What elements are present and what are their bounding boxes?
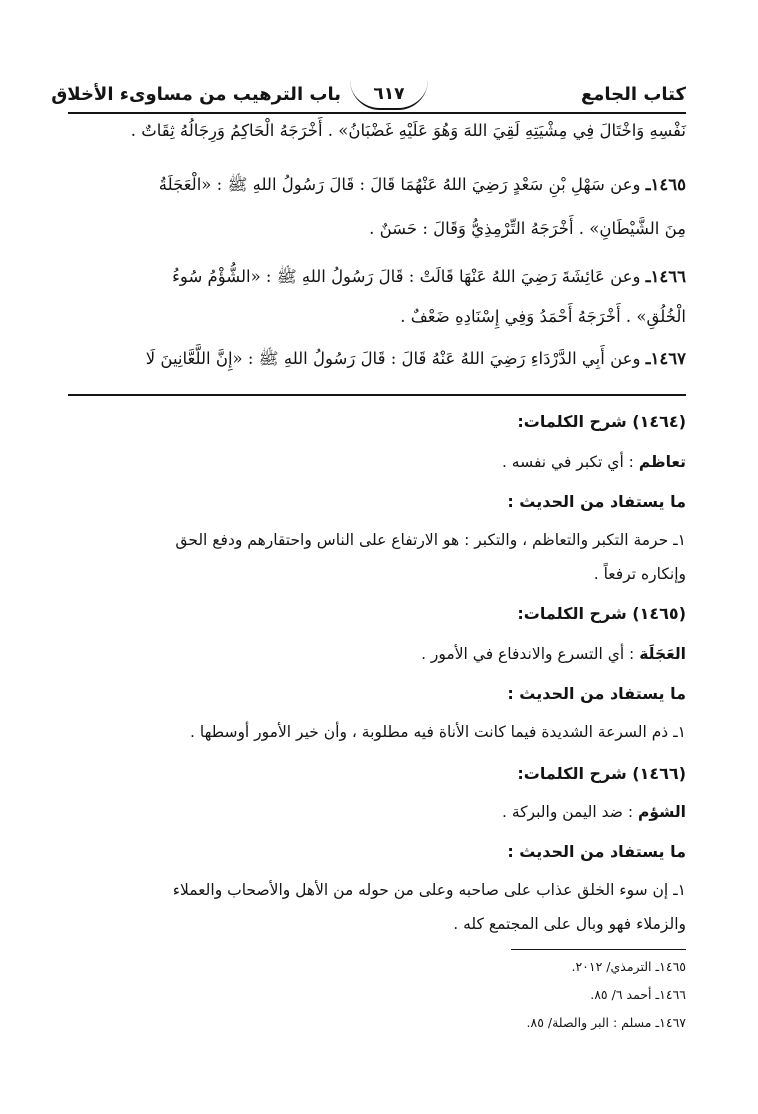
- hadith-1465-line-1: [159, 172, 686, 198]
- chapter-title: باب الترهيب من مساوىء الأخلاق: [51, 84, 341, 105]
- definition: : أي التسرع والاندفاع في الأمور .: [421, 645, 635, 663]
- sharh-1465-definition: [421, 642, 686, 666]
- hadith-1466-line-1: [172, 264, 686, 290]
- sharh-1464-benefit-line-2: وإنكاره ترفعاً .: [593, 565, 686, 583]
- definition: : ضد اليمن والبركة .: [502, 803, 634, 821]
- hadith-1465-line-2: مِنَ الشَّيْطَانِ» . أَخْرَجَهُ التِّرْمِذِيُّ وَقَالَ : حَسَنٌ .: [369, 219, 686, 238]
- sharh-1466-title: (١٤٦٦) شرح الكلمات:: [517, 764, 686, 783]
- header-rule: [68, 112, 686, 114]
- hadith-number: ١٤٦٧ـ: [645, 349, 686, 368]
- hadith-number: ١٤٦٦ـ: [645, 267, 686, 286]
- term: تعاظم: [638, 453, 686, 471]
- running-header: [51, 82, 686, 112]
- term: العَجَلَة: [639, 645, 686, 663]
- matn-line: نَفْسِهِ وَاخْتَالَ فِي مِشْيَتِهِ لَقِيَ اللهَ وَهُوَ عَلَيْهِ غَضْبَانُ» . أَخْرَجَهُ الْحَاكِمُ وَرِجَالُهُ ثِقَاتٌ .: [130, 121, 686, 140]
- sharh-1466-benefit-line-1: ١ـ إن سوء الخلق عذاب على صاحبه وعلى من حوله من الأهل والأصحاب والعملاء: [172, 881, 686, 899]
- hadith-text: وعن سَهْلِ بْنِ سَعْدٍ رَضِيَ اللهُ عَنْهُمَا قَالَ : قَالَ رَسُولُ اللهِ ﷺ : «الْعَجَلَةُ: [158, 175, 646, 194]
- sharh-1464-benefit-line-1: ١ـ حرمة التكبر والتعاظم ، والتكبر : هو الارتفاع على الناس واحتقارهم ودفع الحق: [175, 531, 686, 549]
- footnote: ١٤٦٦ـ أحمد ٦/ ٨٥.: [590, 987, 686, 1002]
- footnote: ١٤٦٥ـ الترمذي/ ٢٠١٢.: [571, 959, 686, 974]
- definition: : أي تكبر في نفسه .: [501, 453, 634, 471]
- hadith-1467-line-1: [146, 346, 686, 372]
- benefit-heading: ما يستفاد من الحديث :: [507, 842, 686, 861]
- sharh-1466-definition: [502, 800, 686, 824]
- benefit-heading: ما يستفاد من الحديث :: [507, 684, 686, 703]
- sharh-1466-benefit-line-2: والزملاء فهو وبال على المجتمع كله .: [453, 915, 686, 933]
- section-divider: [68, 394, 686, 396]
- benefit-heading: ما يستفاد من الحديث :: [507, 492, 686, 511]
- hadith-text: وعن أَبِي الدَّرْدَاءِ رَضِيَ اللهُ عَنْهُ قَالَ : قَالَ رَسُولُ اللهِ ﷺ : «إِنَّ اللَّعَّانِينَ لَا: [145, 349, 646, 368]
- sharh-1465-title: (١٤٦٥) شرح الكلمات:: [517, 604, 686, 623]
- term: الشؤم: [638, 803, 686, 821]
- hadith-text: وعن عَائِشَةَ رَضِيَ اللهُ عَنْهَا قَالَتْ : قَالَ رَسُولُ اللهِ ﷺ : «الشُّؤْمُ سُوءُ: [172, 267, 646, 286]
- hadith-number: ١٤٦٥ـ: [645, 175, 686, 194]
- book-title: كتاب الجامع: [580, 84, 686, 105]
- footnote-rule: [511, 949, 686, 950]
- sharh-1465-benefit-line-1: ١ـ ذم السرعة الشديدة فيما كانت الأناة فيه مطلوبة ، وأن خير الأمور أوسطها .: [190, 723, 686, 741]
- sharh-1464-title: (١٤٦٤) شرح الكلمات:: [517, 412, 686, 431]
- sharh-1464-definition: [502, 450, 686, 474]
- page-number: ٦١٧: [350, 80, 428, 110]
- footnote: ١٤٦٧ـ مسلم : البر والصلة/ ٨٥.: [526, 1015, 686, 1030]
- hadith-1466-line-2: الْخُلُقِ» . أَخْرَجَهُ أَحْمَدُ وَفِي إِسْنَادِهِ ضَعْفٌ .: [400, 307, 686, 326]
